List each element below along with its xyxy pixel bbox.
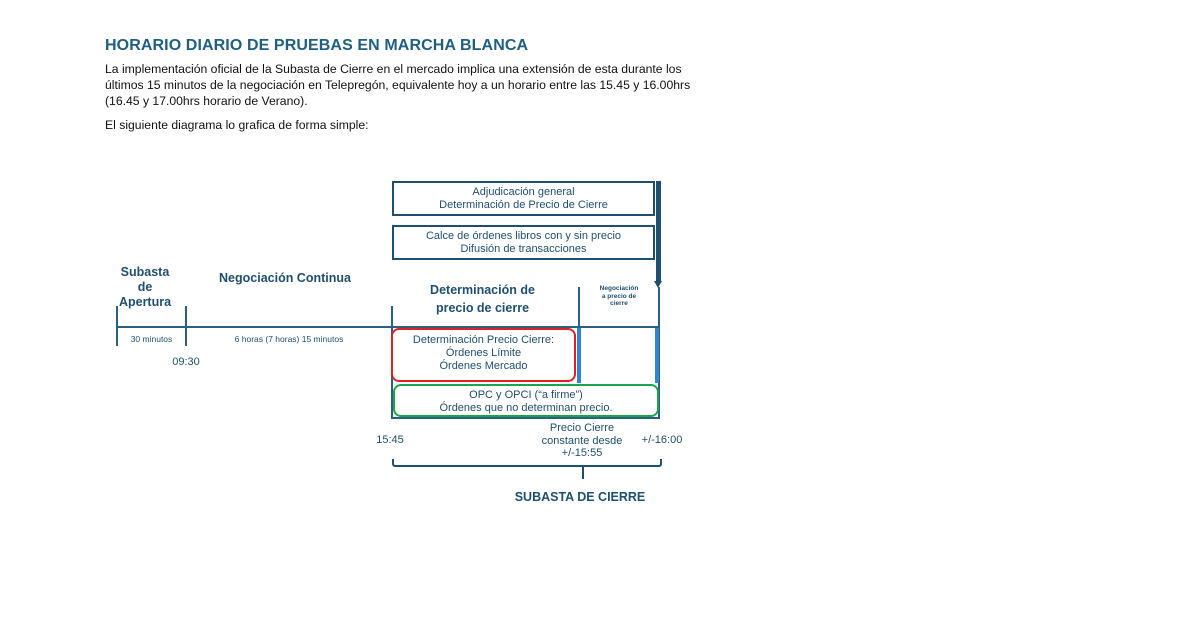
precio-cierre-constante bbox=[522, 422, 642, 460]
phase-negociacion-continua: Negociación Continua bbox=[219, 271, 351, 285]
phase-determinacion-precio-cierre bbox=[400, 281, 565, 317]
determinacion-line2: precio de cierre bbox=[435, 301, 530, 315]
precio-const-line1: Precio Cierre bbox=[549, 422, 615, 434]
top-box-line1: Adjudicación general bbox=[472, 186, 575, 198]
negociacion-line3: cierre bbox=[610, 300, 628, 307]
red-box-determinacion-precio bbox=[391, 328, 576, 382]
page-title: HORARIO DIARIO DE PRUEBAS EN MARCHA BLANCA bbox=[105, 37, 529, 54]
top-box-line2: Difusión de transacciones bbox=[460, 243, 587, 255]
top-box-adjudicacion bbox=[392, 181, 655, 216]
blue-strip-right bbox=[655, 328, 659, 383]
green-box-line1: OPC y OPCI (“a firme”) bbox=[469, 389, 583, 401]
duration-apertura: 30 minutos bbox=[130, 334, 173, 344]
apertura-line2: de bbox=[137, 280, 153, 294]
phase-subasta-apertura bbox=[112, 265, 178, 310]
negociacion-line2: a precio de bbox=[601, 292, 637, 300]
bracket-stem bbox=[582, 466, 584, 479]
closing-auction-bracket bbox=[392, 459, 662, 467]
subasta-de-cierre-label: SUBASTA DE CIERRE bbox=[514, 490, 646, 504]
right-arrow-shaft bbox=[656, 181, 661, 282]
time-1545: 15:45 bbox=[376, 434, 404, 446]
top-box-line1: Calce de órdenes libros con y sin precio bbox=[425, 230, 622, 242]
top-box-line2: Determinación de Precio de Cierre bbox=[439, 199, 608, 211]
precio-const-line2: constante desde bbox=[541, 434, 623, 447]
intro-paragraph: La implementación oficial de la Subasta de Cierre en el mercado implica una extensión de esta durante los últimos 15 minutos de la negociación en Telepregón, equivalente hoy a un horario entre las 15.45 y 16.00hrs (16.45 y 17.00hrs horario de Verano). bbox=[105, 62, 691, 108]
frame-bottom bbox=[391, 417, 660, 419]
red-box-line2: Órdenes Límite bbox=[445, 347, 522, 359]
blue-strip-mid bbox=[577, 328, 581, 383]
green-box-line2: Órdenes que no determinan precio. bbox=[439, 402, 613, 414]
time-1600: +/-16:00 bbox=[641, 434, 683, 446]
red-box-line1: Determinación Precio Cierre: bbox=[412, 334, 555, 346]
determinacion-line1: Determinación de bbox=[430, 283, 535, 297]
red-box-line3: Órdenes Mercado bbox=[439, 360, 528, 372]
precio-const-line3: +/-15:55 bbox=[561, 447, 603, 459]
time-0930: 09:30 bbox=[172, 356, 200, 368]
negociacion-line1: Negociación bbox=[599, 285, 639, 292]
apertura-line1: Subasta bbox=[120, 265, 170, 279]
apertura-line3: Apertura bbox=[118, 295, 172, 309]
green-box-opc-opci bbox=[393, 384, 659, 417]
duration-continua: 6 horas (7 horas) 15 minutos bbox=[234, 334, 344, 344]
diagram-intro: El siguiente diagrama lo grafica de forma simple: bbox=[105, 118, 369, 132]
top-box-calce bbox=[392, 225, 655, 260]
phase-negociacion-precio-cierre bbox=[582, 285, 656, 308]
